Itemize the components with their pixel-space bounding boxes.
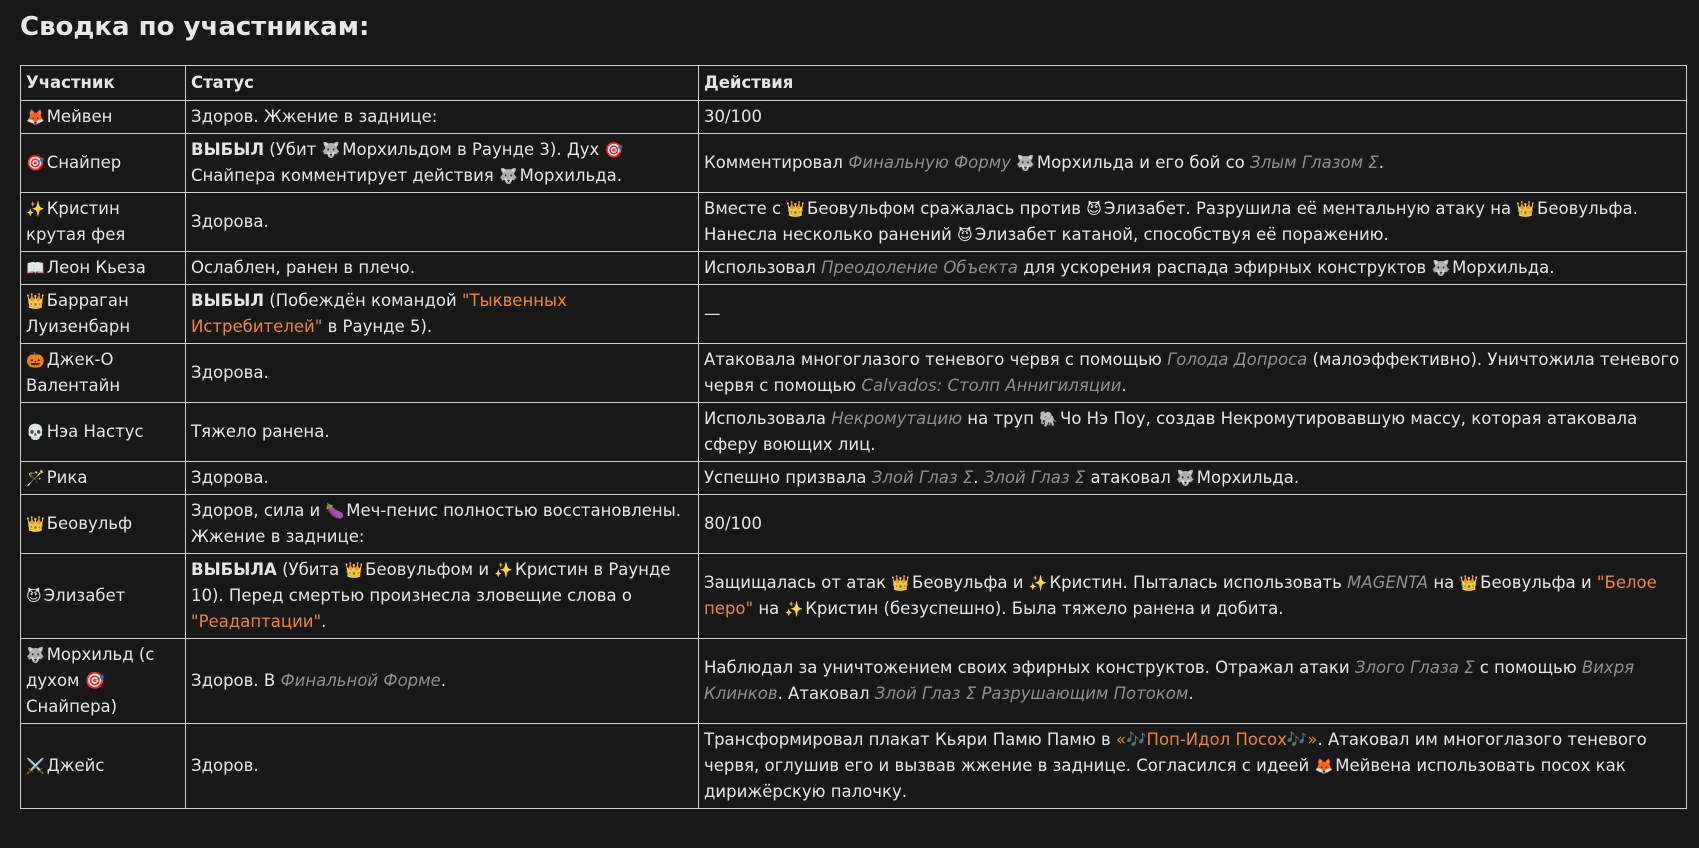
emoji-icon: ✨ [494, 561, 514, 579]
emoji-icon: 🎯 [604, 141, 624, 159]
text-segment: на [753, 599, 785, 618]
participant-name: Джек-О Валентайн [26, 350, 121, 395]
highlighted-text: "Реадаптации" [191, 612, 322, 631]
status-cell [186, 193, 699, 252]
table-row [21, 639, 1687, 724]
emoji-icon: 👑 [1459, 574, 1479, 592]
header-participant: Участник [21, 66, 186, 101]
text-segment: Морхильдом в Раунде 3). Дух [342, 140, 605, 159]
emoji-icon: 👑 [891, 574, 910, 592]
text-segment: Тяжело ранена. [191, 422, 330, 441]
status-cell [186, 344, 699, 403]
participant-name: Джейс [46, 756, 105, 775]
participant-icon: 🎯 [26, 154, 45, 172]
text-segment: Наблюдал за уничтожением своих эфирных конструктов. Отражал атаки [704, 658, 1355, 677]
text-segment: Чо Нэ Поу, создав Некромутировавшую массу, которая атаковала сферу воющих лиц. [704, 409, 1638, 454]
actions-cell [699, 285, 1687, 344]
participant-name: Снайпер [46, 153, 122, 172]
participant-name: Рика [46, 468, 88, 487]
table-row [21, 344, 1687, 403]
text-segment: на [1428, 573, 1460, 592]
text-segment: для ускорения распада эфирных конструктов [1017, 258, 1432, 277]
actions-cell [699, 462, 1687, 495]
text-segment: Элизабет катаной, способствуя её поражению. [974, 225, 1389, 244]
status-cell [186, 285, 699, 344]
text-segment: — [704, 304, 721, 323]
emoji-icon: 🐘 [1039, 410, 1059, 428]
ability-name: Злой Глаз Σ [983, 468, 1086, 487]
actions-cell [699, 344, 1687, 403]
text-segment: . [1378, 153, 1384, 172]
text-segment: Мейвена использовать посох как дирижёрскую палочку. [704, 756, 1626, 801]
participant-name: Морхильд (с духом 🎯 Снайпера) [26, 645, 155, 716]
text-segment: Использовала [704, 409, 832, 428]
status-cell [186, 403, 699, 462]
emoji-icon: 🦊 [1314, 757, 1334, 775]
text-segment: Морхильда и его бой со [1036, 153, 1251, 172]
table-row [21, 403, 1687, 462]
text-segment: (Убита [276, 560, 345, 579]
text-segment: Беовульфом сражалась против [807, 199, 1087, 218]
emoji-icon: ✨ [784, 600, 804, 618]
actions-cell [699, 724, 1687, 809]
ability-name: Вихря Клинков [704, 658, 1635, 703]
participant-name: Беовульф [46, 514, 133, 533]
participant-icon: 💀 [26, 423, 45, 441]
emoji-icon: 👑 [786, 200, 806, 218]
text-segment: в Раунде 5). [322, 317, 433, 336]
participants-table [20, 65, 1687, 809]
text-segment: Защищалась от атак [704, 573, 892, 592]
emoji-icon: 😈 [957, 226, 973, 244]
ability-name: Злого Глаза Σ [1354, 658, 1475, 677]
table-body [21, 101, 1687, 809]
text-segment: атаковал [1085, 468, 1177, 487]
actions-cell [699, 252, 1687, 285]
text-segment: Успешно призвала [704, 468, 872, 487]
table-row [21, 134, 1687, 193]
status-label: ВЫБЫЛА [191, 560, 277, 579]
emoji-icon: 🍆 [325, 502, 345, 520]
text-segment: Атаковала многоглазого теневого червя с помощью [704, 350, 1168, 369]
text-segment: . Атаковал им многоглазого теневого червя, оглушив его и вызвав жжение в заднице. Согласился с идеей [704, 730, 1647, 775]
text-segment: Здоров. В [191, 671, 281, 690]
participant-name: Нэа Настус [46, 422, 144, 441]
participant-name: Элизабет [43, 586, 126, 605]
ability-name: Преодоление Объекта [821, 258, 1018, 277]
ability-name: Злым Глазом Σ [1250, 153, 1379, 172]
text-segment: Комментировал [704, 153, 849, 172]
text-segment: Здорова. [191, 212, 269, 231]
text-segment: Здоров. Жжение в заднице: [191, 107, 438, 126]
table-row [21, 285, 1687, 344]
text-segment: . [973, 468, 984, 487]
emoji-icon: 🐺 [1431, 259, 1451, 277]
emoji-icon: 🐺 [1016, 154, 1035, 172]
text-segment: на труп [962, 409, 1040, 428]
text-segment: Морхильда. [519, 166, 622, 185]
text-segment: Ослаблен, ранен в плечо. [191, 258, 415, 277]
table-row [21, 252, 1687, 285]
actions-cell [699, 639, 1687, 724]
ability-name: MAGENTA [1347, 573, 1429, 592]
participant-icon: 🎃 [26, 351, 45, 369]
participant-icon: 🦊 [26, 108, 45, 126]
participant-icon: 👑 [26, 515, 45, 533]
text-segment: 80/100 [704, 514, 763, 533]
status-cell [186, 462, 699, 495]
actions-cell [699, 403, 1687, 462]
text-segment: Здорова. [191, 468, 269, 487]
ability-name: Финальной Форме [280, 671, 441, 690]
participant-cell [21, 462, 186, 495]
ability-name: Некромутацию [831, 409, 963, 428]
highlighted-text: «🎶Поп-Идол Посох🎶» [1115, 730, 1318, 749]
status-label: ВЫБЫЛ [191, 140, 265, 159]
emoji-icon: 🐺 [321, 141, 341, 159]
text-segment: Элизабет. Разрушила её ментальную атаку на [1103, 199, 1517, 218]
text-segment: Использовал [704, 258, 822, 277]
actions-cell [699, 495, 1687, 554]
actions-cell [699, 193, 1687, 252]
emoji-icon: 🐺 [1176, 469, 1195, 487]
participant-cell [21, 285, 186, 344]
participant-icon: 👑 [26, 292, 45, 310]
participant-cell [21, 101, 186, 134]
participant-name: Барраган Луизенбарн [26, 291, 131, 336]
table-row [21, 554, 1687, 639]
text-segment: с помощью [1474, 658, 1582, 677]
text-segment: Здорова. [191, 363, 269, 382]
participant-cell [21, 252, 186, 285]
status-cell [186, 101, 699, 134]
text-segment: Морхильда. [1196, 468, 1300, 487]
status-cell [186, 134, 699, 193]
text-segment: . [440, 671, 447, 690]
status-cell [186, 252, 699, 285]
text-segment: Здоров. [191, 756, 259, 775]
text-segment: Кристин (безуспешно). Была тяжело ранена и добита. [805, 599, 1284, 618]
participant-icon: 📖 [26, 259, 45, 277]
actions-cell [699, 134, 1687, 193]
text-segment: 30/100 [704, 107, 763, 126]
text-segment: (малоэффективно). Уничтожила теневого червя с помощью [704, 350, 1680, 395]
status-cell [186, 495, 699, 554]
table-row [21, 101, 1687, 134]
text-segment: Беовульфом и [365, 560, 495, 579]
page-title: Сводка по участникам: [20, 12, 370, 42]
participant-cell [21, 495, 186, 554]
participant-icon: ✨ [26, 200, 45, 218]
participant-name: Леон Кьеза [46, 258, 146, 277]
emoji-icon: 👑 [344, 561, 364, 579]
participant-cell [21, 724, 186, 809]
text-segment: Меч-пенис полностью восстановлены. Жжение в заднице: [191, 501, 681, 546]
header-status: Статус [186, 66, 699, 101]
participant-cell [21, 134, 186, 193]
emoji-icon: 🐺 [498, 167, 518, 185]
header-row [21, 66, 1687, 101]
status-cell [186, 639, 699, 724]
ability-name: Злой Глаз Σ [871, 468, 974, 487]
participant-cell [21, 639, 186, 724]
highlighted-text: "Белое перо" [704, 573, 1657, 618]
status-cell [186, 724, 699, 809]
participant-cell [21, 193, 186, 252]
table-row [21, 462, 1687, 495]
participant-icon: 🐺 [26, 646, 45, 664]
text-segment: Снайпера комментирует действия [191, 166, 499, 185]
emoji-icon: 😈 [1086, 200, 1102, 218]
participant-icon: 😈 [26, 587, 42, 605]
emoji-icon: ✨ [1028, 574, 1048, 592]
table-header [21, 66, 1687, 101]
text-segment: Вместе с [704, 199, 787, 218]
participant-name: Кристин крутая фея [26, 199, 126, 244]
participant-name: Мейвен [46, 107, 113, 126]
participant-cell [21, 554, 186, 639]
text-segment: Беовульфа. Нанесла несколько ранений [704, 199, 1638, 244]
text-segment: . [1188, 684, 1194, 703]
text-segment: (Убит [264, 140, 322, 159]
ability-name: Финальную Форму [848, 153, 1011, 172]
text-segment: Беовульфа и [1480, 573, 1597, 592]
text-segment: Трансформировал плакат Кьяри Памю Памю в [704, 730, 1116, 749]
participant-cell [21, 403, 186, 462]
table-row [21, 724, 1687, 809]
participant-icon: 🪄 [26, 469, 45, 487]
participant-icon: ⚔️ [26, 757, 45, 775]
text-segment: Кристин. Пыталась использовать [1049, 573, 1348, 592]
text-segment: (Побеждён командой [264, 291, 462, 310]
actions-cell [699, 101, 1687, 134]
text-segment: Здоров, сила и [191, 501, 326, 520]
status-label: ВЫБЫЛ [191, 291, 265, 310]
participant-cell [21, 344, 186, 403]
emoji-icon: 👑 [1516, 200, 1536, 218]
text-segment: Беовульфа и [912, 573, 1029, 592]
highlighted-text: "Тыквенных Истребителей" [191, 291, 567, 336]
text-segment: Кристин в Раунде 10). Перед смертью произнесла зловещие слова о [191, 560, 671, 605]
text-segment: Морхильда. [1452, 258, 1555, 277]
text-segment: . Атаковал [777, 684, 875, 703]
ability-name: Злой Глаз Σ Разрушающим Потоком [874, 684, 1189, 703]
ability-name: Calvados: Столп Аннигиляции [861, 376, 1122, 395]
text-segment: . [321, 612, 327, 631]
table-row [21, 193, 1687, 252]
actions-cell [699, 554, 1687, 639]
ability-name: Голода Допроса [1167, 350, 1308, 369]
status-cell [186, 554, 699, 639]
text-segment: . [1121, 376, 1127, 395]
header-actions: Действия [699, 66, 1687, 101]
table-row [21, 495, 1687, 554]
